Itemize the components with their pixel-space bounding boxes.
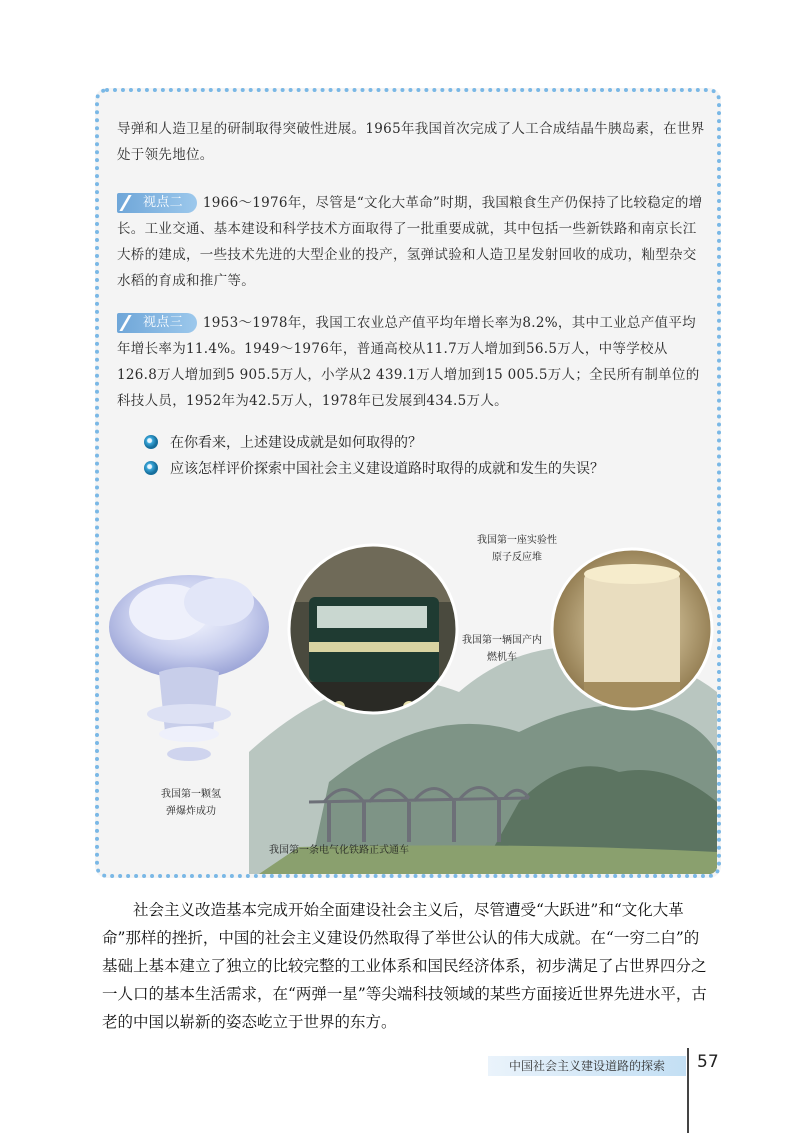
footer-divider (687, 1048, 689, 1133)
mushroom-cloud (109, 575, 269, 761)
caption-reactor: 我国第一座实验性原子反应堆 (477, 535, 557, 563)
page-number: 57 (697, 1052, 719, 1072)
caption-locomotive: 我国第一辆国产内燃机车 (462, 635, 542, 663)
caption-railway: 我国第一条电气化铁路正式通车 (269, 845, 409, 856)
intro-paragraph: 导弹和人造卫星的研制取得突破性进展。1965年我国首次完成了人工合成结晶牛胰岛素，在世界处于领先地位。 (117, 121, 705, 163)
chapter-footer: 中国社会主义建设道路的探索 (488, 1056, 686, 1076)
caption-hbomb: 我国第一颗氢弹爆炸成功 (161, 789, 221, 817)
slash-icon (119, 315, 131, 331)
bullet-icon (144, 435, 158, 449)
viewpoint-two-paragraph: 视点二 1966～1976年，尽管是“文化大革命”时期，我国粮食生产仍保持了比较稳定的增长。工业交通、基本建设和科学技术方面取得了一批重要成就，其中包括一些新铁路和南京长江大桥的建成，一些技术先进的大型企业的投产，氢弹试验和人造卫星发射回收的成功，籼型杂交水稻的育成和推广等。 (117, 195, 703, 289)
question-item: 应该怎样评价探索中国社会主义建设道路时取得的成就和发生的失误？ (144, 458, 604, 478)
body-paragraph: 社会主义改造基本完成开始全面建设社会主义后，尽管遭受“大跃进”和“文化大革命”那样的挫折，中国的社会主义建设仍然取得了举世公认的伟大成就。在“一穷二白”的基础上基本建立了独立的比较完整的工业体系和国民经济体系，初步满足了占世界四分之一人口的基本生活需求，在“两弹一星”等尖端科技领域的某些方面接近世界先进水平，古老的中国以崭新的姿态屹立于世界的东方。 (102, 901, 707, 1031)
viewpoint-three-paragraph: 视点三 1953～1978年，我国工农业总产值平均年增长率为8.2%，其中工业总产值平均年增长率为11.4%。1949～1976年，普通高校从11.7万人增加到56.5万人，中等学校从126.8万人增加到5 905.5万人，小学从2 439.1万人增加到15 005.5万人；全民所有制单位的科技人员，1952年为42.5万人，1978年已发展到434.5万人。 (117, 315, 700, 409)
slash-icon (119, 195, 131, 211)
viewpoint-three-label: 视点三 (117, 313, 197, 333)
bullet-icon (144, 461, 158, 475)
question-item: 在你看来，上述建设成就是如何取得的？ (144, 432, 422, 452)
viewpoint-box (95, 88, 721, 878)
viewpoint-two-label: 视点二 (117, 193, 197, 213)
